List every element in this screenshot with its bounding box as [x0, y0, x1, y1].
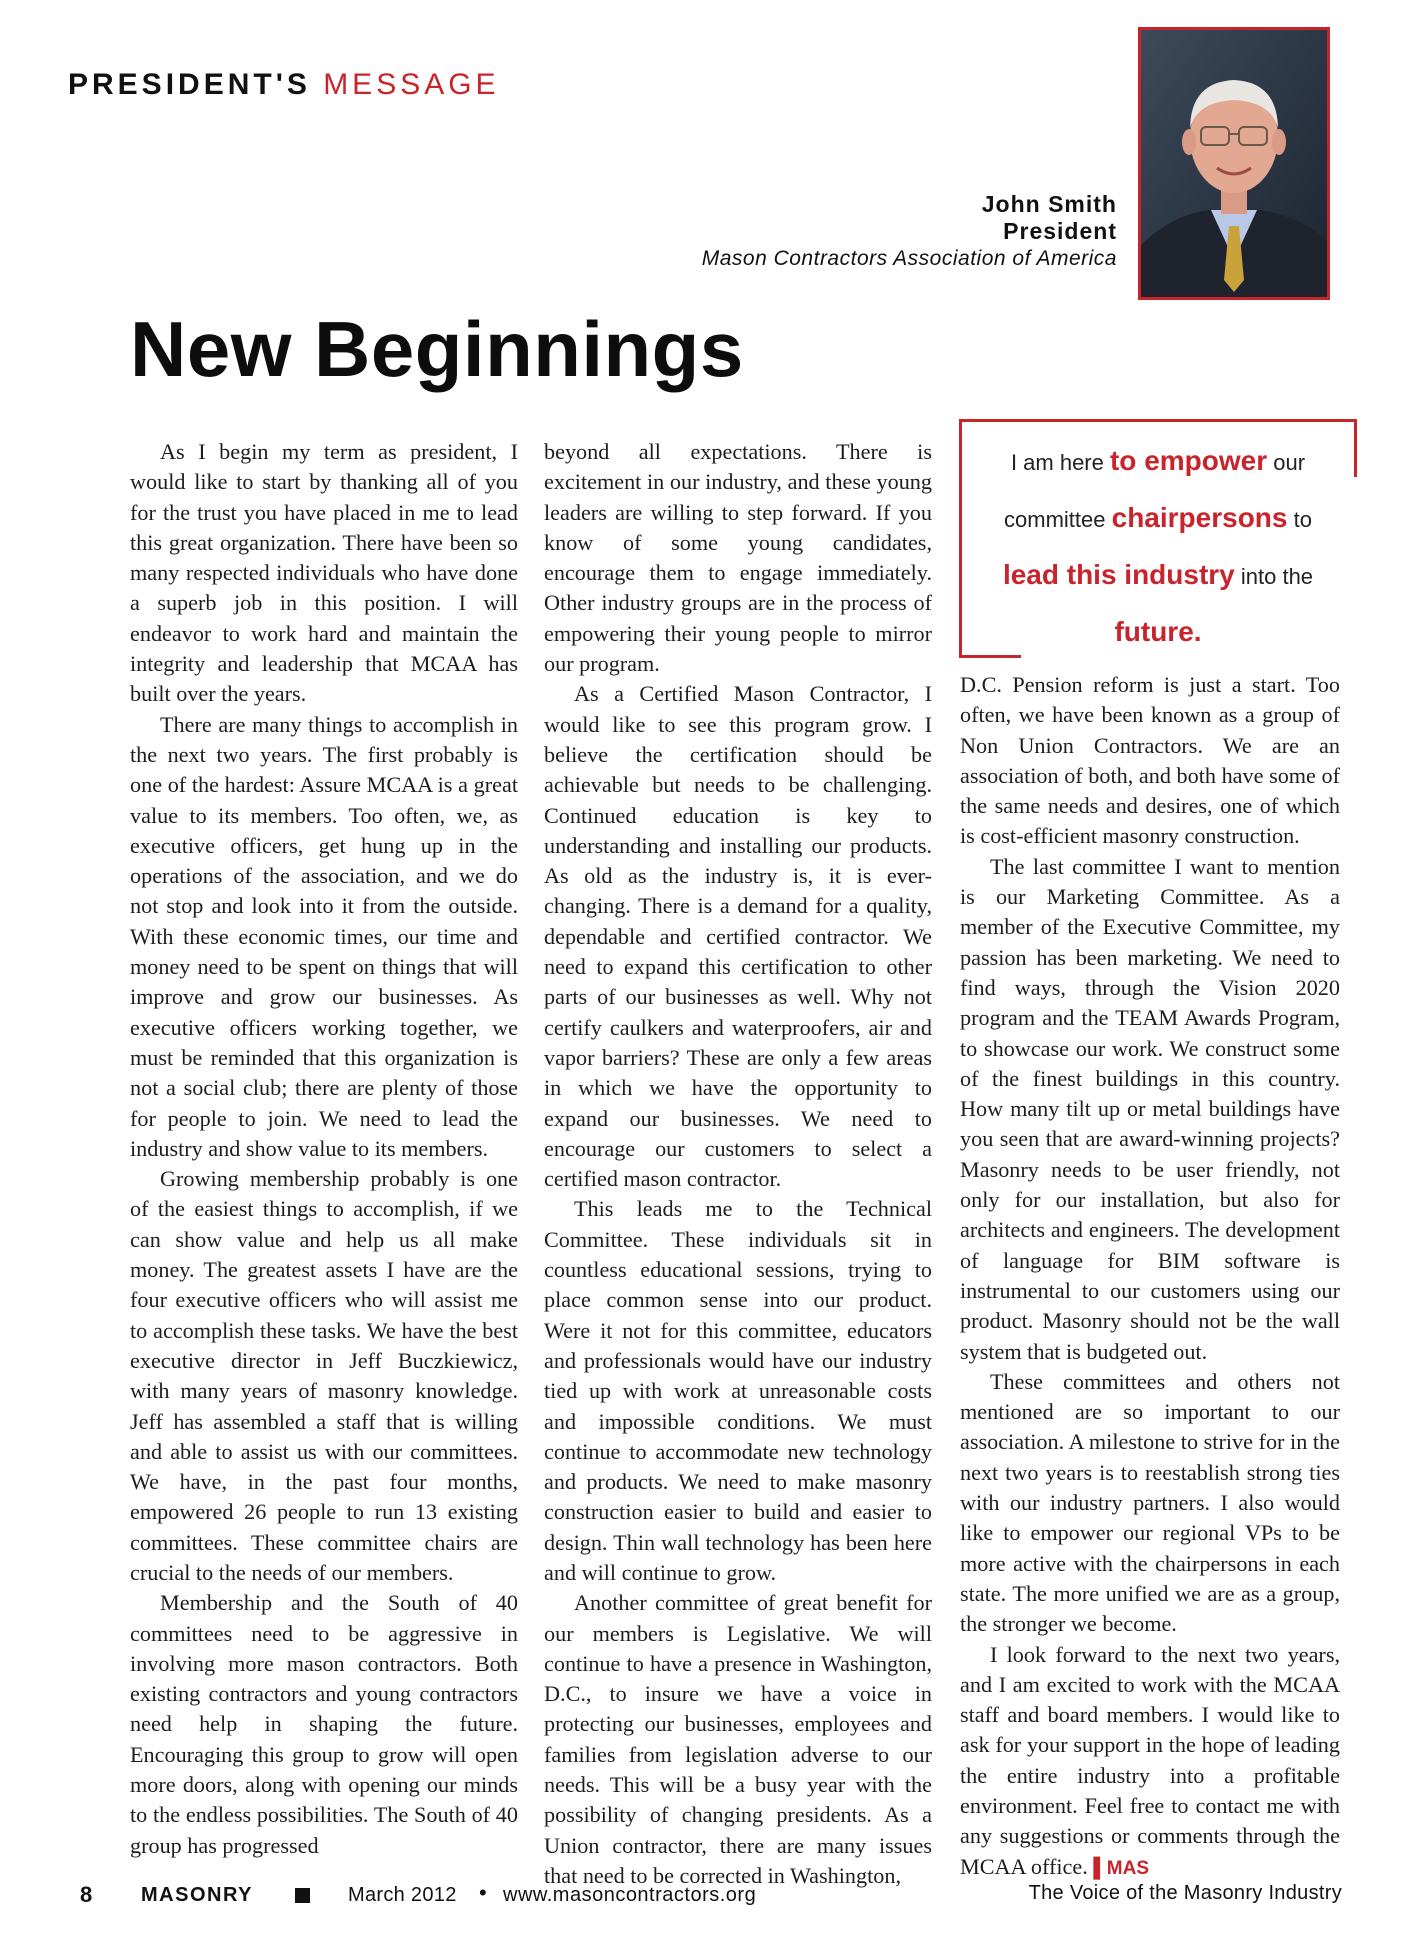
section-kicker — [68, 68, 500, 102]
issue-date: March 2012 — [348, 1884, 457, 1906]
article-column-2 — [544, 437, 932, 1891]
paragraph: As I begin my term as president, I would like to start by thanking all of you for the trust you have placed in me to lead this great organization. There have been so many respected individuals who have done a superb job in this position. I will endeavor to work hard and maintain the integrity and leadership that MCAA has built over the years. — [130, 439, 518, 707]
paragraph: Another committee of great benefit for our members is Legislative. We will continue to have a presence in Washington, D.C., to insure we have a voice in protecting our businesses, employees and families from legislation adverse to our needs. This will be a busy year with the possibility of changing presidents. As a Union contractor, there are many issues that need to be corrected in Washington, — [544, 1590, 932, 1888]
article-column-1 — [130, 437, 518, 1861]
bullet-icon: • — [479, 1880, 487, 1905]
kicker-bold: PRESIDENT'S — [68, 68, 311, 101]
square-bullet-icon — [295, 1888, 310, 1903]
end-mark: ▌MAS — [1093, 1857, 1150, 1879]
pull-quote — [959, 419, 1357, 658]
paragraph: Growing membership probably is one of the easiest things to accomplish, if we can show value and help us all make money. The greatest assets I have are the four executive officers who will assist me to accomplish these tasks. We have the best executive director in Jeff Buczkiewicz, with many years of masonry knowledge. Jeff has assembled a staff that is willing and able to assist us with our committees. We have, in the past four months, empowered 26 people to run 13 existing committees. These committee chairs are crucial to the needs of our members. — [130, 1166, 518, 1585]
paragraph: As a Certified Mason Contractor, I would like to see this program grow. I believe the certification should be achievable but needs to be challenging. Continued education is key to understanding and installing our products. As old as the industry is, it is ever-changing. There is a demand for a quality, dependable and certified contractor. We need to expand this certification to other parts of our businesses as well. Why not certify caulkers and waterproofers, air and vapor barriers? These are only a few areas in which we have the opportunity to expand our businesses. We need to encourage our customers to select a certified mason contractor. — [544, 681, 932, 1192]
paragraph: These committees and others not mentioned are so important to our association. A milestone to strive for in the next two years is to reestablish strong ties with our industry partners. I also would like to empower our regional VPs to be more active with the chairpersons in each state. The more unified we are as a group, the stronger we become. — [960, 1368, 1340, 1637]
website-url: www.masoncontractors.org — [503, 1884, 757, 1906]
author-block — [702, 191, 1117, 273]
author-name: John Smith — [981, 191, 1117, 217]
paragraph: Membership and the South of 40 committees need to be aggressive in involving more mason contractors. Both existing contractors and young contractors need help in shaping the future. Encouraging this group to grow will open more doors, along with opening our minds to the endless possibilities. The South of 40 group has progressed — [130, 1590, 518, 1858]
author-role: President — [1003, 218, 1117, 244]
author-photo — [1138, 27, 1330, 300]
paragraph-text: I look forward to the next two years, and I am excited to work with the MCAA staff and board members. I would like to ask for your support in the hope of leading the entire industry into a profitable environment. Feel free to contact me with any suggestions or comments through the MCAA office. — [960, 1641, 1340, 1879]
kicker-light: MESSAGE — [323, 68, 500, 101]
pull-quote-text: I am here to empower our committee chairpersons to lead this industry into the future. — [1002, 445, 1314, 647]
portrait-photo-icon — [1141, 30, 1327, 297]
paragraph: There are many things to accomplish in the next two years. The first probably is one of the hardest: Assure MCAA is a great value to its members. Too often, we, as executive officers, get hung up in the operations of the association, and we do not stop and look into it from the outside. With these economic times, our time and money need to be spent on things that will improve and grow our businesses. As executive officers working together, we must be reminded that this organization is not a social club; there are plenty of those for people to join. We need to lead the industry and show value to its members. — [130, 711, 518, 1161]
author-organization: Mason Contractors Association of America — [701, 247, 1117, 270]
page-number: 8 — [80, 1882, 93, 1907]
footer-tagline: The Voice of the Masonry Industry — [1028, 1882, 1342, 1904]
magazine-name: MASONRY — [141, 1884, 253, 1906]
paragraph: beyond all expectations. There is excitement in our industry, and these young leaders are willing to step forward. If you know of some young candidates, encourage them to engage immediately. Other industry groups are in the process of empowering their young people to mirror our program. — [544, 439, 932, 677]
paragraph — [960, 1640, 1340, 1884]
article-title: New Beginnings — [130, 305, 744, 393]
paragraph: This leads me to the Technical Committee. These individuals sit in countless educational sessions, trying to place common sense into our product. Were it not for this committee, educators and professionals would have our industry tied up with work at unreasonable costs and impossible conditions. We must continue to accommodate new technology and products. We need to make masonry construction easier to build and easier to design. Thin wall technology has been here and will continue to grow. — [544, 1196, 932, 1585]
paragraph: D.C. Pension reform is just a start. Too often, we have been known as a group of Non Union Contractors. We are an association of both, and both have some of the same needs and desires, one of which is cost-efficient masonry construction. — [960, 672, 1340, 849]
paragraph: The last committee I want to mention is our Marketing Committee. As a member of the Executive Committee, my passion has been marketing. We need to find ways, through the Vision 2020 program and the TEAM Awards Program, to showcase our work. We construct some of the finest buildings in this country. How many tilt up or metal buildings have you seen that are award-winning projects? Masonry needs to be user friendly, not only for our installation, but also for architects and engineers. The development of language for BIM software is instrumental to our customers using our product. Masonry should not be the wall system that is budgeted out. — [960, 853, 1340, 1364]
article-column-3 — [960, 670, 1340, 1884]
